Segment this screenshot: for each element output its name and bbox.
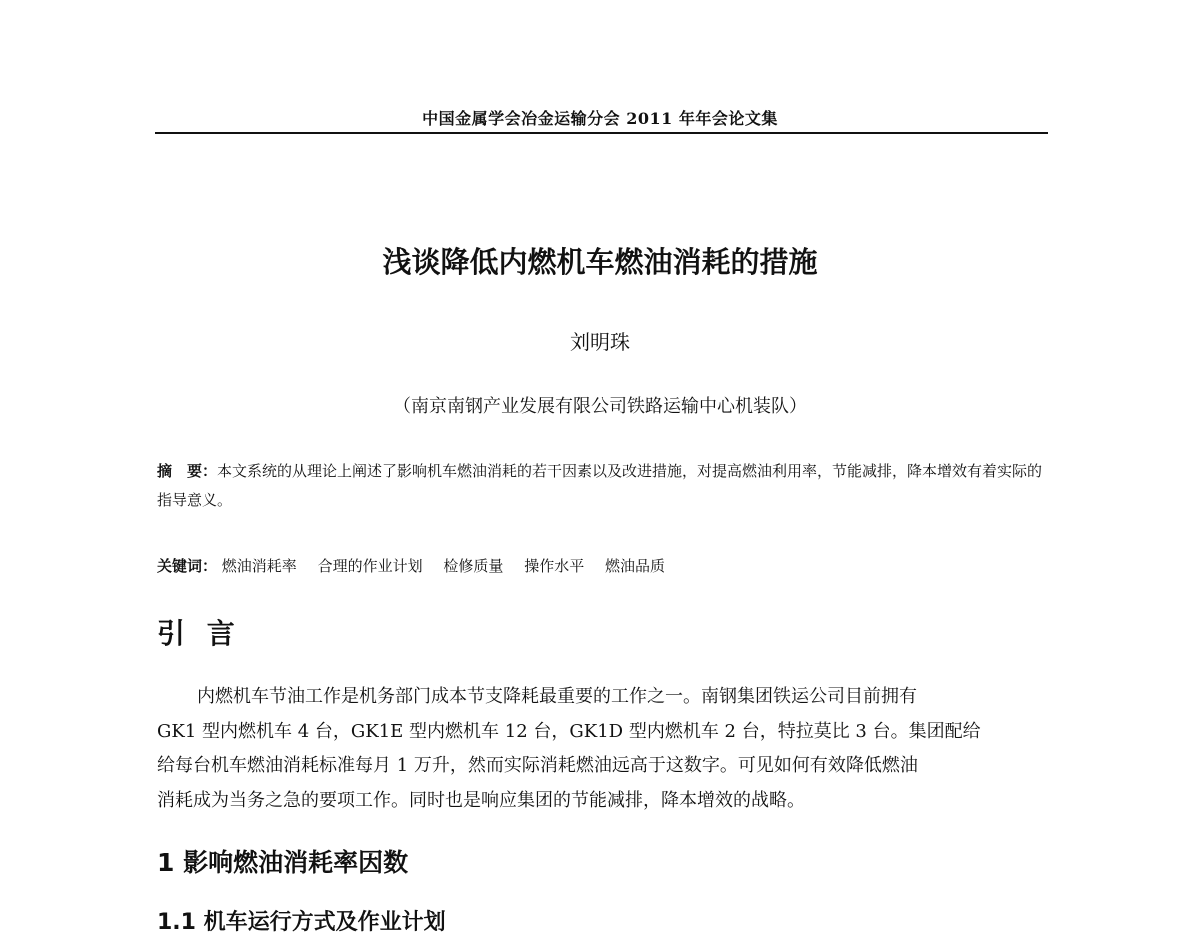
paper-title: 浅谈降低内燃机车燃油消耗的措施 xyxy=(382,245,818,279)
header-rule xyxy=(155,132,1048,134)
subsection-heading-1-1: 1.1 机车运行方式及作业计划 xyxy=(157,910,446,935)
paragraph-line: 给每台机车燃油消耗标准每月 1 万升，然而实际消耗燃油远高于这数字。可见如何有效降低燃油 xyxy=(157,755,918,776)
keyword: 燃油品质 xyxy=(604,557,665,575)
abstract-text: 本文系统的从理论上阐述了影响机车燃油消耗的若干因素以及改进措施，对提高燃油利用率，节能减排，降本增效有着实际的指导意义。 xyxy=(157,462,1043,509)
abstract-label: 摘 要： xyxy=(157,462,218,480)
keyword: 合理的作业计划 xyxy=(317,557,423,575)
abstract xyxy=(157,457,1052,515)
keywords-label: 关键词： xyxy=(157,557,218,575)
paragraph-line: GK1 型内燃机车 4 台，GK1E 型内燃机车 12 台，GK1D 型内燃机车 2 台，特拉莫比 3 台。集团配给 xyxy=(157,720,981,742)
keyword: 检修质量 xyxy=(443,557,504,575)
author-name: 刘明珠 xyxy=(570,330,630,354)
keywords xyxy=(157,555,681,576)
running-header: 中国金属学会冶金运输分会 2011 年年会论文集 xyxy=(422,109,778,128)
keyword: 操作水平 xyxy=(524,557,585,575)
paragraph-line: 内燃机车节油工作是机务部门成本节支降耗最重要的工作之一。南钢集团铁运公司目前拥有 xyxy=(197,686,917,707)
keyword: 燃油消耗率 xyxy=(221,557,297,575)
section-heading-intro: 引 言 xyxy=(157,617,241,650)
section-heading-1: 1 影响燃油消耗率因数 xyxy=(157,848,409,877)
intro-paragraph xyxy=(157,680,1057,818)
paragraph-line: 消耗成为当务之急的要项工作。同时也是响应集团的节能减排，降本增效的战略。 xyxy=(157,789,805,811)
author-affiliation: （南京南钢产业发展有限公司铁路运输中心机装队） xyxy=(393,396,807,417)
